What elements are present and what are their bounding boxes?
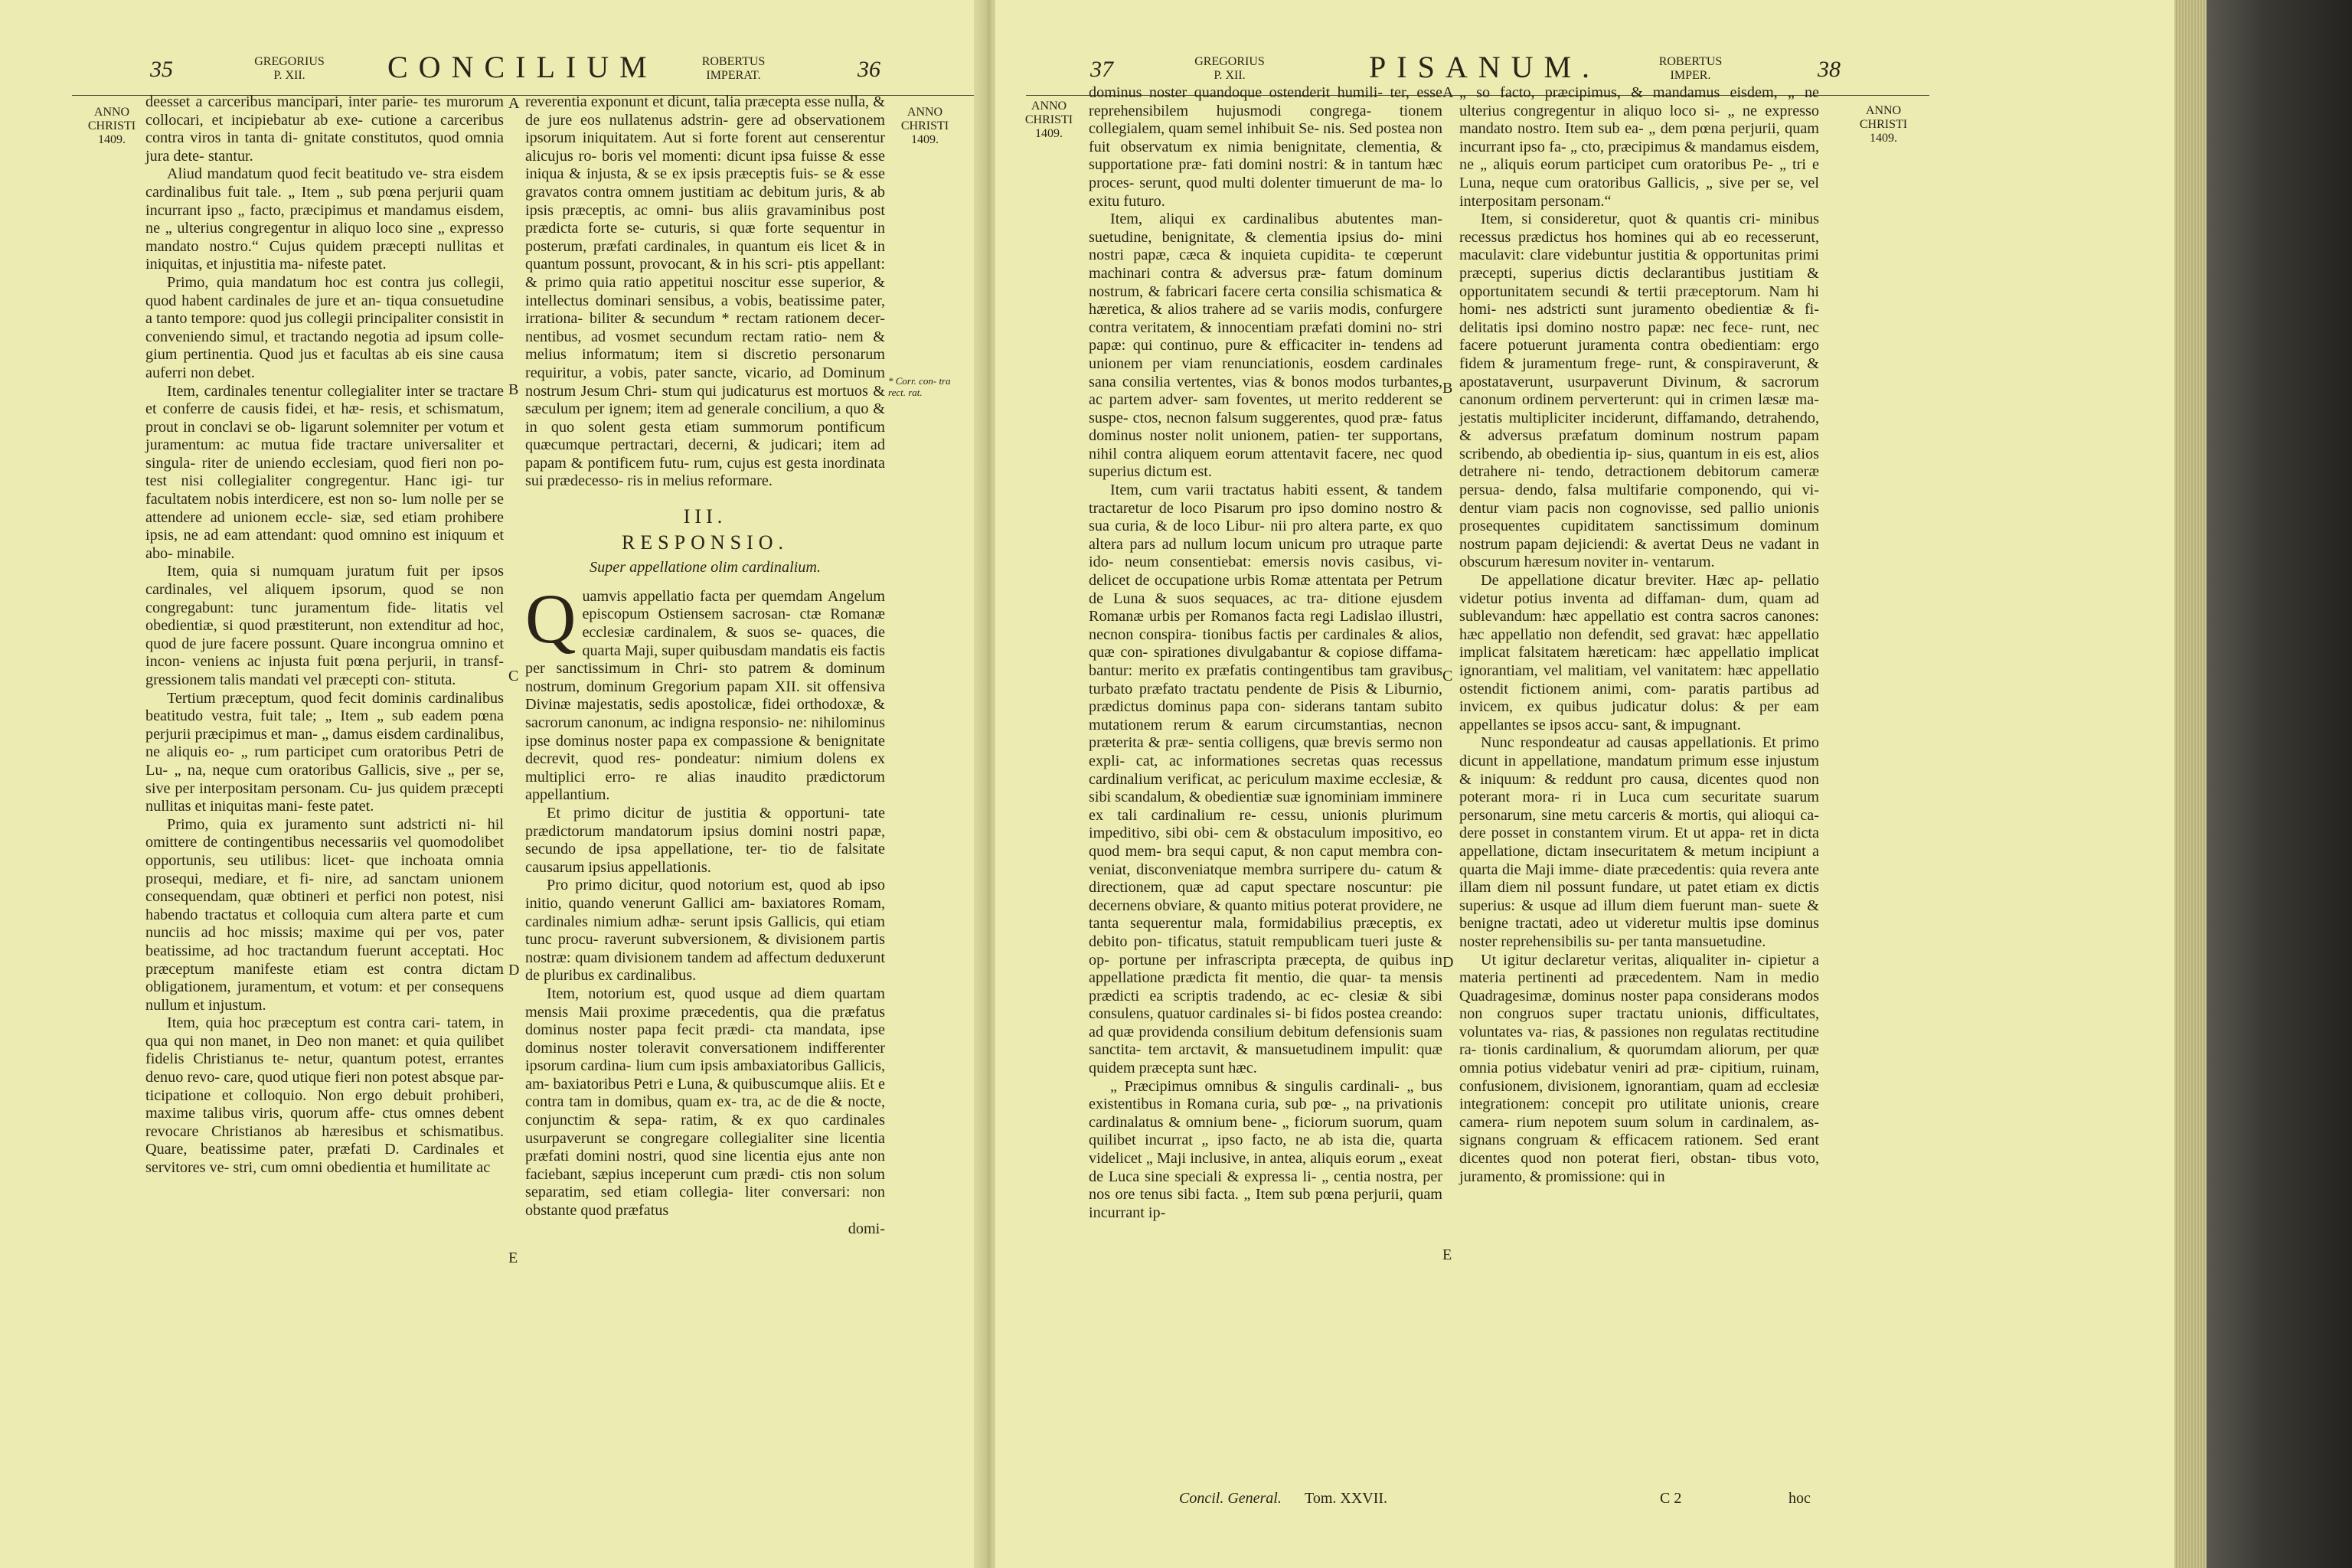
paragraph: Et primo dicitur de justitia & opportuni- tate prædictorum mandatorum ipsius domini nostri papæ, secundo de ipsa appellatione, ter- tio de falsitate causarum ipsius appellationis. (525, 804, 885, 876)
paragraph: „ so facto, præcipimus, & mandamus eisdem, „ ne ulterius congregentur in aliquo loco si- „ ne expresso mandato nostro. Item sub ea- „ dem pœna perjurii, quam incurrant ipso fa- „ cto, præcipimus & mandamus eisdem, ne „ aliquis eorum participet cum oratoribus Pe- „ tri e Luna, neque cum oratoribus Gallicis, „ sive per se, vel interpositam personam.“ (1459, 84, 1819, 210)
margin-letter-d: D (508, 962, 520, 978)
section-title: RESPONSIO. (621, 531, 789, 554)
right-page-column-2 (1459, 84, 1819, 1186)
paragraph: Primo, quia mandatum hoc est contra jus collegii, quod habent cardinales de jure et an- tiqua consuetudine a tanto tempore: quod jus collegii principaliter consistit in conveniendo simul, et tractando negotia ad ipsum colle- gium pertinentia. Quod jus et facultas ab eis sine causa auferri non debet. (145, 273, 504, 381)
footer-title: Concil. General. (1179, 1490, 1282, 1507)
paragraph: Nunc respondeatur ad causas appellationis. Et primo dicunt in appellatione, mandatum primum esse injustum & iniquum: & reddunt pro causa, dicentes quod non poterant mora- ri in Luca cum securitate suarum personarum, sine metu carceris & mortis, qui alioqui ca- dere posset in constantem virum. Et ut appa- ret in dicta appellatione, dictam insecuritatem & metum incipiunt a quarta die Maji imme- diate præcedentis: quia revera ante illam diem nil possunt fundare, ut patet etiam ex dictis superius: & usque ad illum diem fuerunt man- suete & benigne tractati, adeo ut videretur multis ipse dominus noster reprehensibilis su- per tanta mansuetudine. (1459, 734, 1819, 950)
footer-tom: Tom. XXVII. (1305, 1490, 1388, 1507)
running-head-title: PISANUM. (1369, 50, 1601, 84)
anno-christi-left: ANNO CHRISTI 1409. (87, 106, 136, 146)
anno-christi-right: ANNO CHRISTI 1409. (900, 106, 949, 146)
margin-letter-e: E (508, 1250, 518, 1266)
paragraph: Item, notorium est, quod usque ad diem quartam mensis Maii proxime præcedentis, qua die præfatus dominus noster papa fecit prædi- cta mandata, ipse dominus noster toleravit conversationem indifferenter ipsorum cardina- lium cum ipsis ambaxiatoribus Gallicis, am- baxiatoribus Petri e Luna, & quibuscumque aliis. Et e contra tam in domibus, quam ex- tra, ac de die & nocte, conjunctim & sepa- ratim, & ex quo cardinales usurpaverunt se congregare collegialiter sine licentia præfati domini nostri, quod sine licentia ejus ante non faciebant, sæpius inceperunt cum prædi- ctis non solum separatim, sed etiam collegia- liter conversari: non obstante quod præfatus (525, 985, 885, 1220)
margin-letter-a: A (1442, 84, 1454, 101)
page-number-36: 36 (858, 57, 880, 82)
running-head-gregorius (1184, 55, 1276, 83)
paragraph: deesset a carceribus mancipari, inter parie- tes murorum collocari, et incipiebatur ab exe- cutione a carceribus contra viros in tanta di- gnitate constitutos, quod omnia jura dete- stantur. (145, 93, 504, 165)
running-head-title: CONCILIUM (387, 50, 658, 84)
running-head-robertus-sub: IMPERAT. (706, 69, 761, 82)
left-page (0, 0, 982, 1568)
anno-christi-right: ANNO CHRISTI 1409. (1859, 104, 1908, 145)
paragraph: Ut igitur declaretur veritas, aliqualiter in- cipietur a materia pertinenti ad præcedentem. Nam in medio Quadragesimæ, dominus noster papa considerans modos non congruos super tractatu unionis, difficultates, voluntates va- rias, & passiones non regulatas rectitudine ra- tionis cardinalium, & quorumdam aliorum, per quæ omnia potius videbatur veniri ad præ- cipitium, ruinam, confusionem, divisionem, ignorantiam, quam ad ecclesiæ integrationem: concepit pro utilitate unionis, creare camera- rium nepotem suum solum in cardinalem, as- signans congruam & efficacem rationem. Sed erant dicentes quod non poterat fieri, obstan- tibus voto, juramento, & promissione: qui in (1459, 951, 1819, 1185)
section-number: III. (683, 505, 727, 528)
paragraph: Primo, quia ex juramento sunt adstricti ni- hil omittere de contingentibus necessariis vel quomodolibet opportunis, seu utilibus: licet- que inchoata omnia prosequi, mediare, et fi- nire, ad sanctam unionem consequendam, quæ obtineri et perfici non potest, nisi habendo tractatus et colloquia cum altera parte et cum nunciis ad hoc missis; maxime qui per vos, pater beatissime, ad hoc tractandum fuerunt acceptati. Hoc præceptum manifeste etiam est contra dictam obligationem, juramentum, et votum: et per consequens nullum et injustum. (145, 815, 504, 1014)
margin-letter-c: C (1442, 668, 1453, 684)
paragraph: Pro primo dicitur, quod notorium est, quod ab ipso initio, quando venerunt Gallici am- baxiatores Romam, cardinales nimium adhæ- serunt ipsis Gallicis, qui etiam tunc procu- raverunt subversionem, & divisionem partis nostræ: quam divisionem tandem ad affectum deduxerunt de pluribus ex cardinalibus. (525, 877, 885, 985)
paragraph: Item, aliqui ex cardinalibus abutentes man- suetudine, benignitate, & clementia ipsius do- mini nostri papæ, cæca & inquieta cupidita- te cœperunt machinari contra & adversus præ- fatum dominum nostrum, & fabricari facere certa consilia schismatica & hæretica, & alios trahere ad se variis modis, confurgere contra veritatem, & innocentiam præfati domini no- stri papæ: qui continuo, pure & efficaciter in- tendens ad unionem per viam renunciationis, eosdem cardinales sana consilia vertentes, vias & bonos modos turbantes, ac partem adver- sam foventes, ut merito redderent se suspe- ctos, necnon falsum suggerentes, quod præ- fatus dominus noster nolit unionem, patien- ter supportans, nihil contra aliquem eorum attentavit facere, nec quod superius dictum est. (1089, 211, 1442, 481)
running-head-gregorius-sub: P. XII. (1214, 69, 1246, 82)
background-surface (2207, 0, 2352, 1568)
left-page-column-1 (145, 93, 504, 1178)
paragraph: Item, quia hoc præceptum est contra cari- tatem, in qua qui non manet, in Deo non manet: et quia quilibet fidelis Christianus te- netur, quantum potest, errantes denuo revo- care, quod utique fieri non potest absque par- ticipatione et colloquio. Non ergo debuit prohiberi, maxime talibus viris, quorum affe- ctus omnes debent revocare Christianos ab hæresibus et schismatibus. Quare, beatissime pater, præfati D. Cardinales et servitores ve- stri, cum omni obedientia et humilitate ac (145, 1014, 504, 1177)
paragraph: Item, si consideretur, quot & quantis cri- minibus recessus prædictus hos homines qui ab eo recesserunt, maculavit: clare videbuntur justitia & opportunitas primi præcepti, superius dictis declarantibus justitiam & opportunitatem secundi & tertii præceptorum. Nam hi homi- nes adstricti sunt juramento obedientiæ & fi- delitatis ipsi domino nostro papæ: nec fece- runt, nec facere potuerunt juramenta contra obedientiam: ergo fidem & juramentum frege- runt, & conspiraverunt, & apostataverunt, usurpaverunt Divinum, & sacrorum canonum ordinem perverterunt: qui in crimen læsæ ma- jestatis multipliciter inciderunt, diffamando, detrahendo, & adversus præfatum dominum nostrum papam scribendo, ab obedientia ip- sius, quantum in eis est, alios detrahere ni- tendo, detractionem debitorum cameræ persua- dendo, falsa multifarie componendo, qui vi- dentur viam pacis non cognovisse, sed pallio unionis prosequentes cupiditatem sanctissimum dominum nostrum papam dejiciendi: & avertat Deus ne vadant in obscurum hæresum noviter in- ventarum. (1459, 211, 1819, 571)
paragraph: De appellatione dicatur breviter. Hæc ap- pellatio videtur potius inventa ad diffaman- dum, quam ad sublevandum: hæc appellatio est contra sacros canones: hæc appellatio non defendit, sed gravat: hæc appellatio implicat falsitatem hæreticam: hæc appellatio implicat ignorantiam, vel malitiam, vel vanitatem: hæc appellatio ostendit fictionem animi, com- paratis partibus ad invicem, ex quibus judicatur dolus: & per eam appellantes se ipsos accu- sant, & impugnant. (1459, 572, 1819, 733)
paragraph: dominus noster quandoque ostenderit humili- ter, esse reprehensibilem hujusmodi congrega- tionem collegialem, quam semel inhibuit Se- nis. Sed postea non fuit observatum ex nimia benignitate, clementia, & supportatione præ- fati domini nostri: & in tantum hæc proces- serunt, quod multi dolenter timuerunt de ma- lo exitu futuro. (1089, 84, 1442, 210)
running-head-gregorius (243, 55, 335, 83)
running-head-robertus (688, 55, 779, 83)
right-page-column-1 (1089, 84, 1442, 1222)
margin-letter-b: B (508, 381, 519, 398)
paragraph: Item, cardinales tenentur collegialiter inter se tractare et conferre de causis fidei, et hæ- resis, et schismatum, prout in conclavi se ob- ligarunt solemniter per votum et juramentum: ac mutua fide tractare universaliter et singula- riter de uniendo ecclesiam, quod fieri non po- test nisi collegialiter congregentur. Hanc igi- tur facultatem nobis interdicere, est non so- lum nolle per se attendere ad unionem eccle- siæ, sed etiam prohibere ipsis, ne ad eam attendant: quod omnino est iniquum et abo- minabile. (145, 382, 504, 562)
page-number-35: 35 (150, 57, 173, 82)
running-head-robertus-name: ROBERTUS (701, 55, 766, 68)
margin-letter-b: B (1442, 380, 1453, 397)
signature-mark: C 2 (1660, 1490, 1682, 1507)
running-head-robertus (1645, 55, 1736, 83)
right-page (995, 0, 2174, 1568)
margin-letter-d: D (1442, 954, 1454, 971)
page-number-38: 38 (1818, 57, 1841, 82)
section-subtitle: Super appellatione olim cardinalium. (589, 559, 822, 577)
margin-letter-e: E (1442, 1246, 1452, 1263)
catchword: hoc (1788, 1490, 1811, 1507)
paragraph: Item, cum varii tractatus habiti essent, & tandem tractaretur de loco Pisarum pro ipso domino nostro & sua curia, & de loco Libur- nii pro altera parte, ex quo altera pars ad nullum locum unicum pro utraque parte ido- neum consentiebat: emersis novis casibus, vi- delicet de occupatione urbis Romæ attentata per Petrum de Luna & suos sequaces, ac tra- ditione ejusdem Romanæ urbis per Romanos facta regi Ladislao illustri, necnon conspira- tionibus factis per cardinales & alios, quæ con- spirationes divulgabantur & copiose diffama- bantur: merito ex præfatis contingentibus tam gravibus turbato præfato tractatu pendente de Pisis & Liburnio, prædictus dominus papa con- siderans tantam subito mutationem rerum & earum circumstantias, necnon præterita & præ- sentia colligens, quæ brevis sermo non expli- cat, ac informationes secretas quas recessus cardinalium verificat, ac periculum maxime ecclesiæ, & sibi scandalum, & obedientiæ suæ ignominiam imminere ex tali cardinalium re- cessu, unionis plurimum impeditivo, sibi obi- cem & obstaculum impositivo, eo quod mem- bra sequi caput, & non caput membra con- veniat, disconveniatque membra surripere du- catum & directionem, quæ ad caput spectare noscuntur: pie decernens obviare, & quanto mitius poterat providere, ne tanta sequerentur mala, formidabilius præceptis, ex debito pon- tificatus, statuit rempublicam tueri juste & op- portune per infrascripta præcepta, de quibus in appellatione prædicta fit mentio, die quar- ta mensis prædicti ea scriptis tradendo, ac ec- clesiæ & sibi consulens, quatuor cardinales si- bi fidos postea creando: ad quæ providenda consilium debitum defensionis suam sanctita- tem arctavit, & mansuetudinem impulit: quæ quidem præcepta sunt hæc. (1089, 482, 1442, 1077)
paragraph: „ Præcipimus omnibus & singulis cardinali- „ bus existentibus in Romana curia, sub pœ- „ na privationis cardinalatus & omnium bene- „ ficiorum suorum, quam quilibet incurrat „ ipso facto, ne ab ista die, quarta videlicet „ Maji inclusive, in antea, aliquis eorum „ exeat de Luca sine speciali & expressa li- „ centia nostra, per nos ore tenus sibi facta. „ Item sub pœna perjurii, quam incurrant ip- (1089, 1077, 1442, 1221)
page-edges (2174, 0, 2207, 1568)
catchword: domi- (848, 1220, 885, 1237)
running-head-gregorius-name: GREGORIUS (1194, 55, 1265, 68)
running-head-robertus-sub: IMPER. (1670, 69, 1711, 82)
left-page-column-2 (525, 93, 885, 1238)
paragraph: Tertium præceptum, quod fecit dominis cardinalibus beatitudo vestra, fuit tale; „ Item „ sub eadem pœna perjurii præcipimus et man- „ damus eisdem cardinalibus, ne aliquis eo- „ rum participet cum oratoribus Petri de Lu- „ na, neque cum oratoribus Gallicis, sive „ per se, sive per interpositam personam. Cu- jus quidem præcepti nullitas et iniquitas mani- feste patet. (145, 689, 504, 815)
margin-letter-c: C (508, 668, 519, 684)
paragraph: reverentia exponunt et dicunt, talia præcepta esse nulla, & de jure eos nullatenus adstrin- gere ad observationem ipsorum iniquitatem. Aut si forte forent aut censerentur alicujus ro- boris vel momenti: dicunt ipsa fuisse & esse iniqua & injusta, & se ex ipsis præceptis fuis- se & esse gravatos contra omnem justitiam ac debitum juris, & ab ipsis præceptis, ac omni- bus aliis gravaminibus post prædicta forte se- cuturis, si quæ forte sequentur in posterum, præfati cardinales, in quantum eis licet & in quantum possunt, provocant, & in his scri- ptis appellant: & primo quia ratio appetitui noscitur esse superior, & intellectus dominari sensibus, a vobis, beatissime pater, irrationa- biliter & secundum * rectam rationem decer- nentibus, ad vosmet secundum rectam ratio- nem & melius informatum; item si discretio personarum requiritur, a vobis, pater sancte, vicario, ad Dominum nostrum Jesum Chri- stum qui judicaturus est mortuos & sæculum per ignem; item ad generale concilium, a quo & in quo solent gesta etiam summorum pontificum quæcumque pertractari, decerni, & judicari; item ad papam & pontificem futu- rum, cujus est gesta inordinata sui prædecesso- ris in melius reformare. (525, 93, 885, 490)
marginal-note: * Corr. con- tra rect. rat. (888, 375, 951, 398)
paragraph: uamvis appellatio facta per quemdam Angelum episcopum Ostiensem sacrosan- ctæ Romanæ ecclesiæ cardinalem, & suos se- quaces, die quarta Maji, super quibusdam mandatis eis factis per sanctissimum in Chri- sto patrem & dominum nostrum, dominum Gregorium papam XII. sit offensiva Divinæ majestatis, sedis apostolicæ, fidei orthodoxæ, & sacrorum canonum, ac indigna responsio- ne: nihilominus ipse dominus noster papa ex compassione & benignitate decrevit, quod res- pondeatur: nimium dolens ex multiplici erro- re alias inaudito prædictorum appellantium. (525, 587, 885, 804)
margin-letter-a: A (508, 95, 520, 112)
running-head-robertus-name: ROBERTUS (1658, 55, 1723, 68)
anno-christi-left: ANNO CHRISTI 1409. (1024, 100, 1073, 140)
running-head-gregorius-name: GREGORIUS (254, 55, 325, 68)
paragraph: Item, quia si numquam juratum fuit per ipsos cardinales, vel aliquem ipsorum, quod se non congregabunt: tunc juramentum fide- litatis vel obedientiæ, si quod præstiterunt, non extenditur ad hoc, quod de jure facere possunt. Quare incongrua omnino et incon- veniens ac injusta fuit pœna perjurii, in transf- gressionem talis mandati vel præcepti con- stituta. (145, 563, 504, 688)
paragraph: Aliud mandatum quod fecit beatitudo ve- stra eisdem cardinalibus fuit tale. „ Item „ sub pœna perjurii quam incurrant ipso „ facto, præcipimus et mandamus eisdem, ne „ ulterius congregentur in aliquo loco sine „ expresso mandato nostro.“ Cujus quidem præcepti nullitas et iniquitas, et injustitia ma- nifeste patet. (145, 165, 504, 273)
running-head-gregorius-sub: P. XII. (273, 69, 305, 82)
drop-cap: Q (525, 579, 577, 658)
page-number-37: 37 (1090, 57, 1113, 82)
